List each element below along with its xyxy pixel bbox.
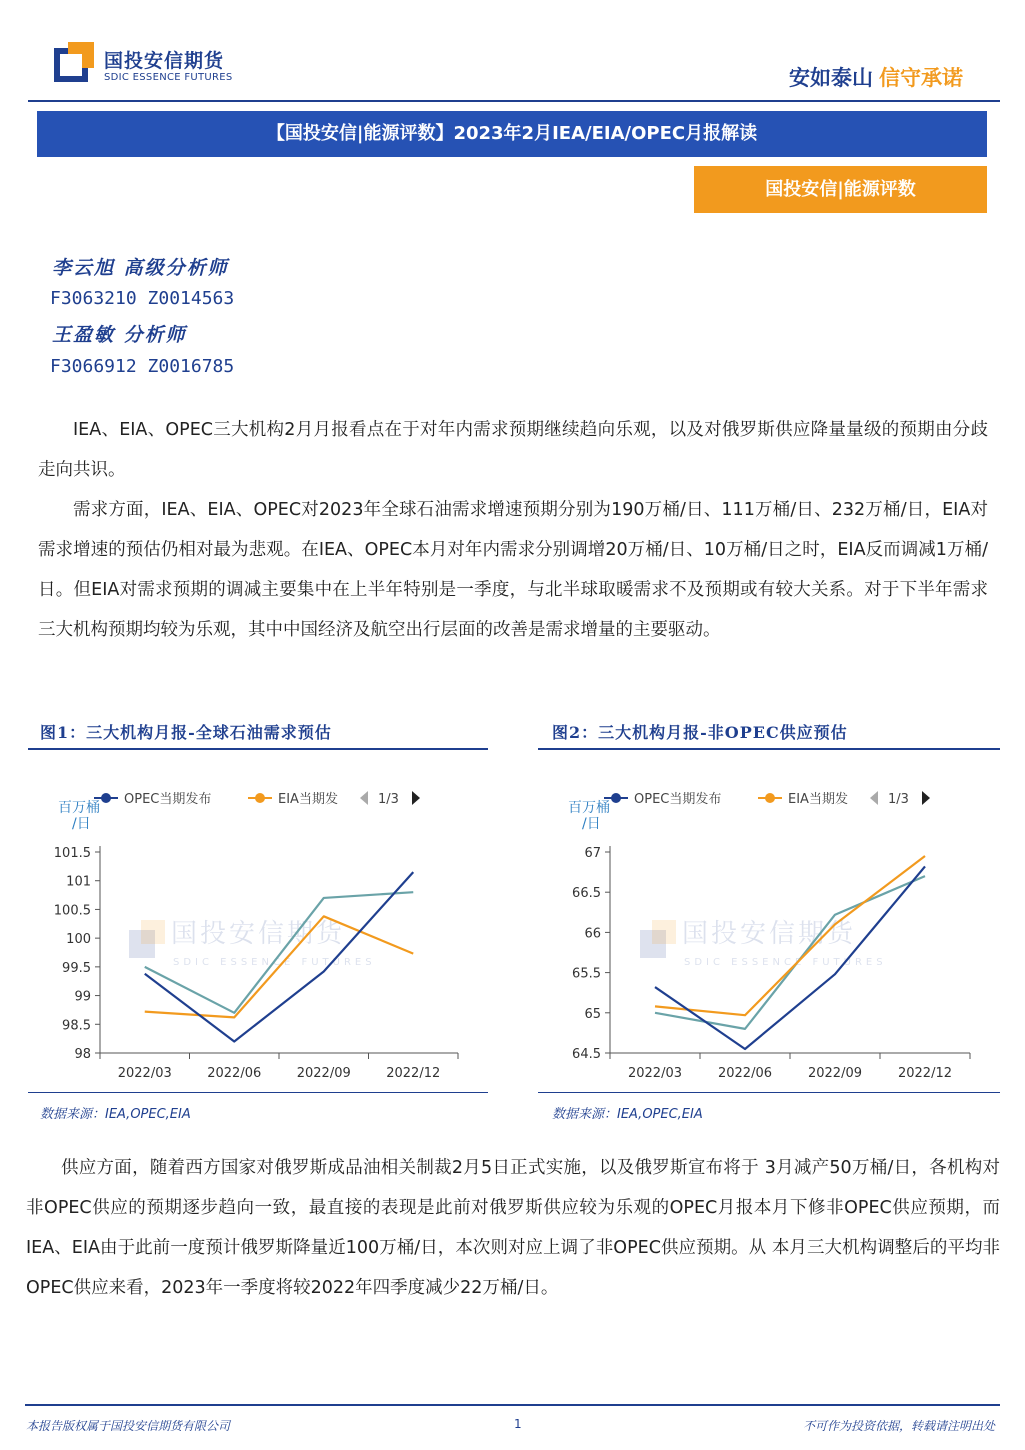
y-tick-label: 100.5 xyxy=(53,903,91,919)
y-tick-label: 100 xyxy=(66,932,91,948)
y-axis-label-line-1: 百万桶 xyxy=(58,800,100,816)
x-tick-label: 2022/12 xyxy=(386,1066,441,1081)
y-tick-label: 66 xyxy=(584,926,601,942)
logo-english-name: SDIC ESSENCE FUTURES xyxy=(104,72,233,83)
legend-swatch-dot xyxy=(765,793,775,803)
paragraph-demand: 需求方面，IEA、EIA、OPEC对2023年全球石油需求增速预期分别为190万桶/日、111万桶/日、232万桶/日，EIA对需求增速的预估仍相对最为悲观。在IEA、OPEC本月对年内需求分别调增20万桶/日、10万桶/日之时，EIA反而调减1万桶/日。但EIA对需求预期的调减主要集中在上半年特别是一季度，与北半球取暖需求不及预期或有较大关系。对于下半年需求三大机构预期均较为乐观，其中中国经济及航空出行层面的改善是需求增量的主要驱动。 xyxy=(38,500,988,640)
legend-next-icon xyxy=(922,791,930,805)
x-tick-label: 2022/06 xyxy=(207,1066,262,1081)
legend-label: EIA当期发 xyxy=(278,792,338,807)
x-tick-label: 2022/03 xyxy=(627,1066,683,1081)
figure-1-title: 图1：三大机构月报-全球石油需求预估 xyxy=(40,723,332,742)
watermark-text: 国投安信期货 xyxy=(682,919,857,949)
paragraph-summary: IEA、EIA、OPEC三大机构2月月报看点在于对年内需求预期继续趋向乐观，以及对俄罗斯供应降量量级的预期由分歧走向共识。 xyxy=(38,420,988,480)
author-credentials-2: F3066912 Z0016785 xyxy=(50,356,235,377)
figure-2-top-rule xyxy=(538,748,1000,750)
y-axis-label-line-2: /日 xyxy=(72,816,91,832)
y-tick-label: 98 xyxy=(74,1047,91,1062)
author-name-1: 李云旭 高级分析师 xyxy=(52,257,229,279)
x-tick-label: 2022/06 xyxy=(717,1066,773,1081)
figure-2-chart xyxy=(538,760,1000,1090)
report-title: 【国投安信|能源评数】2023年2月IEA/EIA/OPEC月报解读 xyxy=(37,111,987,157)
logo-icon xyxy=(54,42,94,82)
paragraph-supply: 供应方面，随着西方国家对俄罗斯成品油相关制裁2月5日正式实施，以及俄罗斯宣布将于 3月减产50万桶/日，各机构对非OPEC供应的预期逐步趋向一致，最直接的表现是此前对俄罗斯供应较为乐观的OPEC月报本月下修非OPEC供应预期，而IEA、EIA由于此前一度预计俄罗斯降量近100万桶/日，本次则对应上调了非OPEC供应预期。从 本月三大机构调整后的平均非OPEC供应来看，2023年一季度将较2022年四季度减少22万桶/日。 xyxy=(26,1158,1000,1298)
series-line xyxy=(145,892,414,1013)
legend-page-indicator: 1/3 xyxy=(378,792,399,807)
footer-divider xyxy=(25,1404,1000,1406)
figure-1-bottom-rule xyxy=(28,1092,488,1093)
y-tick-label: 65.5 xyxy=(572,966,601,982)
legend-swatch-dot xyxy=(611,793,621,803)
legend-label: OPEC当期发布 xyxy=(124,792,212,807)
column-tag: 国投安信|能源评数 xyxy=(694,166,987,213)
header-divider xyxy=(28,100,1000,102)
legend-next-icon xyxy=(412,791,420,805)
watermark-text: 国投安信期货 xyxy=(171,919,346,949)
figure-2-title: 图2：三大机构月报-非OPEC供应预估 xyxy=(552,723,848,742)
x-tick-label: 2022/09 xyxy=(807,1066,863,1081)
x-tick-label: 2022/12 xyxy=(897,1066,953,1081)
figure-2-source: 数据来源：IEA,OPEC,EIA xyxy=(552,1107,703,1122)
figure-2-bottom-rule xyxy=(538,1092,1000,1093)
author-name-2: 王盈敏 分析师 xyxy=(52,324,187,346)
watermark-subtext: SDIC ESSENCE FUTURES xyxy=(173,957,376,968)
y-tick-label: 64.5 xyxy=(572,1047,601,1062)
slogan xyxy=(789,62,963,92)
y-tick-label: 66.5 xyxy=(572,886,601,902)
y-tick-label: 99 xyxy=(74,989,91,1005)
y-tick-label: 98.5 xyxy=(62,1018,91,1034)
x-tick-label: 2022/09 xyxy=(296,1066,351,1081)
figure-1-source: 数据来源：IEA,OPEC,EIA xyxy=(40,1107,191,1122)
legend-swatch-dot xyxy=(101,793,111,803)
figure-1-top-rule xyxy=(28,748,488,750)
y-tick-label: 67 xyxy=(584,846,601,861)
author-credentials-1: F3063210 Z0014563 xyxy=(50,288,235,309)
legend-swatch-dot xyxy=(255,793,265,803)
legend-page-indicator: 1/3 xyxy=(888,792,909,807)
legend-label: OPEC当期发布 xyxy=(634,792,722,807)
y-tick-label: 101 xyxy=(66,874,91,890)
y-axis-label-line-1: 百万桶 xyxy=(568,800,610,816)
footer-copyright: 本报告版权属于国投安信期货有限公司 xyxy=(26,1419,231,1433)
watermark-subtext: SDIC ESSENCE FUTURES xyxy=(684,957,887,968)
x-tick-label: 2022/03 xyxy=(117,1066,172,1081)
y-axis-label-line-2: /日 xyxy=(582,816,601,832)
y-tick-label: 101.5 xyxy=(53,846,91,861)
logo-chinese-name: 国投安信期货 xyxy=(104,50,225,72)
legend-label: EIA当期发 xyxy=(788,792,848,807)
y-tick-label: 99.5 xyxy=(62,960,91,976)
y-tick-label: 65 xyxy=(584,1006,601,1022)
watermark-logo-block xyxy=(652,920,676,944)
watermark-logo-block xyxy=(141,920,165,944)
page-number: 1 xyxy=(514,1417,522,1431)
legend-prev-icon xyxy=(870,791,878,805)
slogan-part-1: 安如泰山 xyxy=(789,66,873,90)
slogan-part-2: 信守承诺 xyxy=(879,66,963,90)
legend-prev-icon xyxy=(360,791,368,805)
figure-1-chart xyxy=(28,760,488,1090)
footer-disclaimer: 不可作为投资依据，转载请注明出处 xyxy=(802,1419,995,1433)
series-line xyxy=(655,876,925,1029)
